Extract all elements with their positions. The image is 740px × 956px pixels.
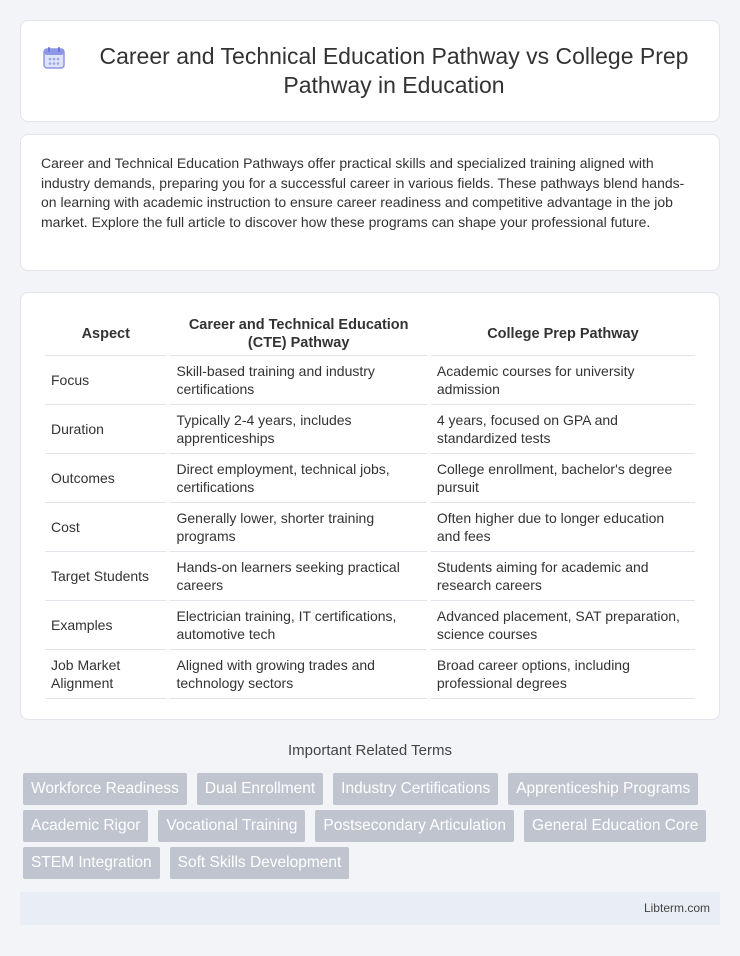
footer: [20, 892, 720, 925]
table-row: [45, 503, 695, 552]
related-term-tag[interactable]: Vocational Training: [158, 810, 305, 842]
table-row: [45, 356, 695, 405]
row-college-prep: Often higher due to longer education and fees: [431, 503, 695, 552]
related-terms-list: [20, 773, 720, 884]
related-term-tag[interactable]: General Education Core: [524, 810, 706, 842]
row-aspect: Target Students: [45, 552, 166, 601]
row-college-prep: Academic courses for university admission: [431, 356, 695, 405]
related-term-tag[interactable]: Industry Certifications: [333, 773, 498, 805]
table-header-row: [45, 313, 695, 356]
related-term-tag[interactable]: Dual Enrollment: [197, 773, 323, 805]
row-cte: Aligned with growing trades and technology sectors: [170, 650, 426, 699]
related-term-tag[interactable]: STEM Integration: [23, 847, 160, 879]
row-college-prep: College enrollment, bachelor's degree pursuit: [431, 454, 695, 503]
row-cte: Hands-on learners seeking practical careers: [170, 552, 426, 601]
related-terms-title: Important Related Terms: [288, 742, 452, 759]
related-term-tag[interactable]: Soft Skills Development: [170, 847, 350, 879]
header-card: [20, 20, 720, 122]
calendar-icon: [41, 45, 67, 71]
table-row: [45, 650, 695, 699]
related-term-tag[interactable]: Academic Rigor: [23, 810, 148, 842]
row-cte: Direct employment, technical jobs, certifications: [170, 454, 426, 503]
header-college-prep: College Prep Pathway: [431, 313, 695, 356]
row-aspect: Outcomes: [45, 454, 166, 503]
comparison-table: [41, 313, 699, 699]
table-row: [45, 454, 695, 503]
row-aspect: Cost: [45, 503, 166, 552]
header-cte: Career and Technical Education (CTE) Pathway: [170, 313, 426, 356]
row-cte: Skill-based training and industry certifications: [170, 356, 426, 405]
row-aspect: Focus: [45, 356, 166, 405]
related-term-tag[interactable]: Postsecondary Articulation: [315, 810, 514, 842]
table-row: [45, 552, 695, 601]
intro-paragraph: Career and Technical Education Pathways offer practical skills and specialized training aligned with industry demands, preparing you for a successful career in various fields. These pathways blend hands-on learning with academic instruction to ensure career readiness and competitive advantage in the job market. Explore the full article to discover how these programs can shape your professional future.: [41, 155, 685, 230]
row-college-prep: 4 years, focused on GPA and standardized tests: [431, 405, 695, 454]
row-cte: Electrician training, IT certifications, automotive tech: [170, 601, 426, 650]
header-aspect: Aspect: [45, 313, 166, 356]
row-college-prep: Students aiming for academic and research careers: [431, 552, 695, 601]
row-cte: Generally lower, shorter training programs: [170, 503, 426, 552]
row-aspect: Duration: [45, 405, 166, 454]
row-aspect: Examples: [45, 601, 166, 650]
table-row: [45, 601, 695, 650]
comparison-table-card: [20, 292, 720, 720]
row-aspect: Job Market Alignment: [45, 650, 166, 699]
footer-site-link[interactable]: Libterm.com: [643, 901, 710, 915]
related-term-tag[interactable]: Apprenticeship Programs: [508, 773, 698, 805]
related-term-tag[interactable]: Workforce Readiness: [23, 773, 187, 805]
row-cte: Typically 2-4 years, includes apprenticeships: [170, 405, 426, 454]
page-title: Career and Technical Education Pathway vs College Prep Pathway in Education: [99, 43, 689, 98]
row-college-prep: Advanced placement, SAT preparation, science courses: [431, 601, 695, 650]
title-wrap: [21, 21, 719, 121]
intro-card: [20, 134, 720, 271]
table-row: [45, 405, 695, 454]
row-college-prep: Broad career options, including professional degrees: [431, 650, 695, 699]
